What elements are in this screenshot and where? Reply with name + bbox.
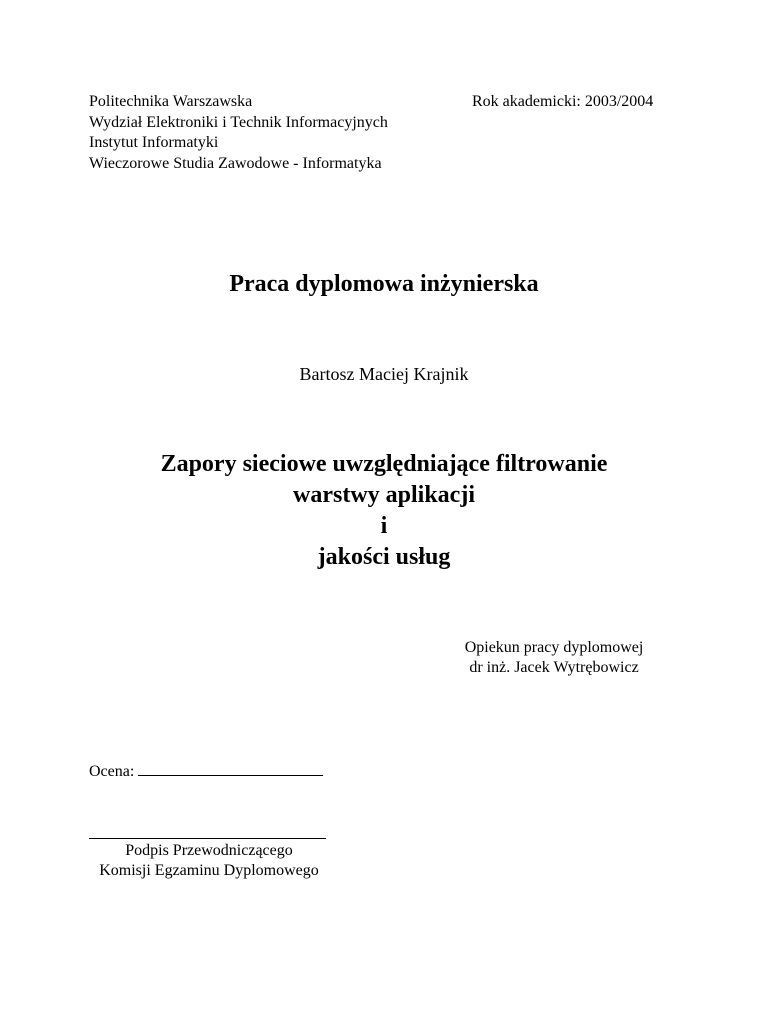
study-program: Wieczorowe Studia Zawodowe - Informatyka	[89, 154, 382, 172]
author-name: Bartosz Maciej Krajnik	[299, 364, 469, 384]
supervisor-label: Opiekun pracy dyplomowej	[464, 639, 644, 656]
grade-label: Ocena:	[89, 763, 135, 780]
thesis-title-line: jakości usług	[317, 544, 451, 570]
signature-block	[89, 841, 329, 881]
institute-name: Instytut Informatyki	[89, 134, 219, 151]
thesis-type-heading: Praca dyplomowa inżynierska	[229, 271, 539, 297]
signature-line	[89, 838, 326, 839]
institution-block	[89, 92, 388, 174]
thesis-title	[0, 449, 768, 573]
grade-blank-line	[138, 761, 323, 776]
faculty-name: Wydział Elektroniki i Technik Informacyjnych	[89, 113, 388, 131]
signature-caption-line: Komisji Egzaminu Dyplomowego	[99, 862, 319, 879]
thesis-title-line: warstwy aplikacji	[293, 482, 475, 508]
thesis-title-line: Zapory sieciowe uwzględniające filtrowanie	[160, 451, 608, 477]
grade-field	[89, 761, 323, 782]
supervisor-name: dr inż. Jacek Wytrębowicz	[469, 659, 639, 676]
supervisor-block	[446, 638, 662, 678]
university-name: Politechnika Warszawska	[89, 93, 253, 110]
signature-caption-line: Podpis Przewodniczącego	[125, 842, 293, 859]
academic-year: Rok akademicki: 2003/2004	[472, 93, 654, 110]
thesis-title-line: i	[380, 513, 388, 539]
